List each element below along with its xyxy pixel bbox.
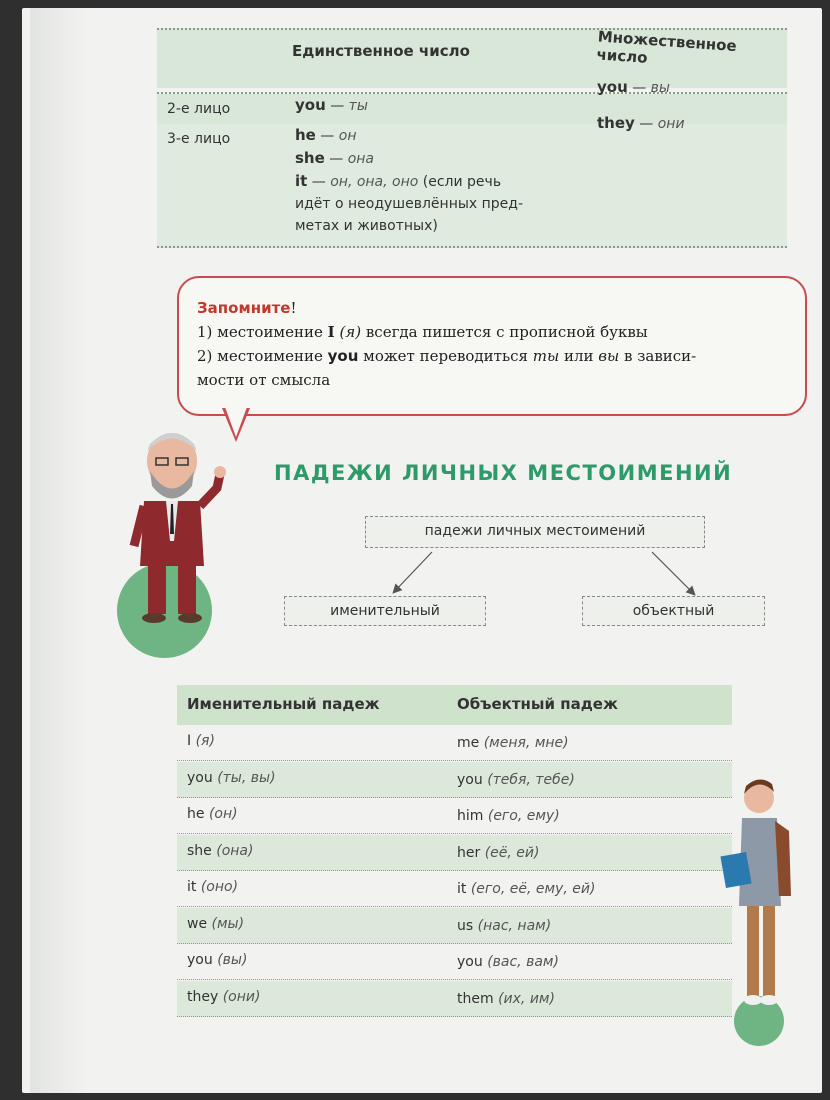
callout-title: Запомните (197, 299, 291, 317)
personal-pronouns-table (157, 28, 787, 248)
singular-2: you — ты (295, 96, 368, 114)
objective-cell: you (тебя, тебе) (457, 771, 575, 788)
header-singular: Единственное число (292, 42, 470, 60)
page-gutter (30, 8, 88, 1093)
table-row (177, 908, 732, 944)
table-row (177, 944, 732, 980)
header-objective: Объектный падеж (457, 695, 618, 713)
table-row-second-person (157, 94, 787, 124)
table-row (177, 798, 732, 834)
table-divider (157, 28, 787, 30)
header-plural: Множественное число (595, 27, 738, 67)
cases-table-header (177, 685, 732, 725)
plural-2: you — вы (597, 78, 670, 96)
nominative-cell: you (вы) (187, 952, 248, 968)
table-row (177, 725, 732, 761)
diagram-nominative-box: именительный (284, 596, 486, 626)
nominative-cell: I (я) (187, 733, 215, 749)
table-row (177, 981, 732, 1017)
objective-cell: it (его, её, ему, ей) (457, 881, 596, 897)
table-divider (157, 246, 787, 248)
diagram-arrows-icon (382, 548, 712, 603)
nominative-cell: she (она) (187, 842, 254, 859)
table-row (177, 871, 732, 907)
remember-callout (177, 276, 807, 416)
plural-3: they — они (597, 114, 685, 132)
objective-cell: me (меня, мне) (457, 735, 569, 751)
nominative-cell: he (он) (187, 806, 238, 822)
singular-3: he — он she — она it — он, она, оно (если речь идёт о неодушевлённых пред- метах и животных) (295, 126, 524, 234)
person-label-3: 3-е лицо (167, 131, 231, 147)
pronoun-cases-table (177, 685, 732, 1015)
table-row (177, 835, 732, 871)
objective-cell: you (вас, вам) (457, 954, 559, 970)
nominative-cell: it (оно) (187, 879, 239, 895)
objective-cell: us (нас, нам) (457, 917, 552, 934)
diagram-root-box: падежи личных местоимений (365, 516, 705, 548)
callout-text: Запомните! 1) местоимение I (я) всегда пишется с прописной буквы 2) местоимение you может переводиться ты или вы в зависи- мости от смысла (197, 299, 697, 389)
objective-cell: them (их, им) (457, 990, 555, 1007)
diagram-objective-box: объектный (582, 596, 765, 626)
table-row (177, 762, 732, 798)
nominative-cell: they (они) (187, 988, 261, 1005)
table-divider (157, 92, 787, 94)
objective-cell: him (его, ему) (457, 808, 560, 824)
header-nominative: Именительный падеж (187, 695, 380, 713)
textbook-page (22, 8, 822, 1093)
teacher-illustration-icon (122, 426, 232, 626)
objective-cell: her (её, ей) (457, 844, 540, 861)
student-illustration-icon (717, 776, 797, 1026)
nominative-cell: we (мы) (187, 915, 245, 932)
person-label-2: 2-е лицо (167, 101, 231, 117)
section-title: ПАДЕЖИ ЛИЧНЫХ МЕСТОИМЕНИЙ (274, 461, 733, 485)
nominative-cell: you (ты, вы) (187, 769, 276, 786)
